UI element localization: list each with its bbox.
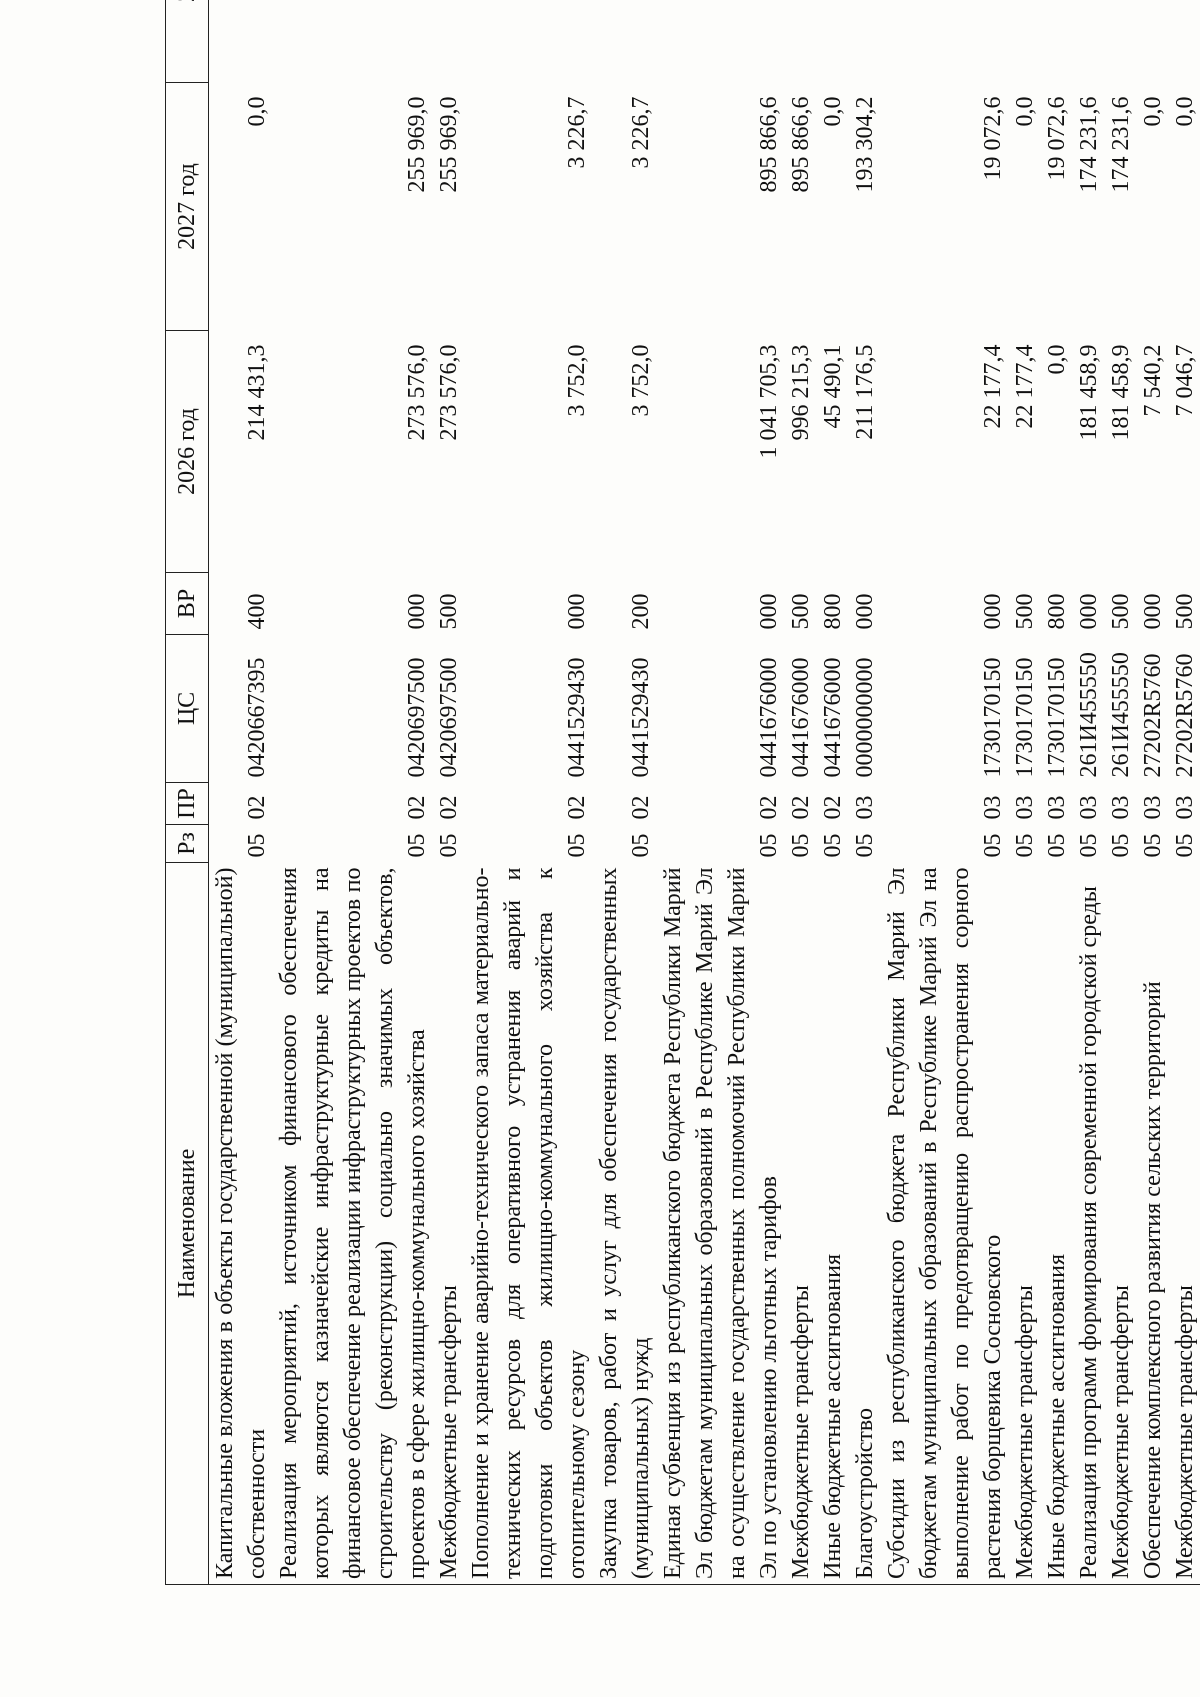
- row-cs: 0000000000: [852, 657, 878, 778]
- row-2027: 3 226,7: [628, 96, 654, 169]
- row-2028: [657, 0, 785, 83]
- row-vr: 000: [564, 593, 590, 630]
- row-cs: 0420697500: [404, 657, 430, 778]
- row-pr: 02: [756, 795, 782, 820]
- row-2027: 193 304,2: [852, 96, 878, 193]
- row-name: Реализация программ формирования современной городской среды: [1073, 863, 1105, 1585]
- row-2027: 174 231,6: [1076, 96, 1102, 193]
- row-name: Межбюджетные трансферты: [433, 863, 465, 1585]
- header-2028: [166, 0, 209, 83]
- header-name: Наименование: [166, 863, 209, 1585]
- row-2028: [849, 0, 881, 83]
- row-pr: 03: [1044, 795, 1070, 820]
- row-2026: 3 752,0: [628, 344, 654, 417]
- row-2026: 181 458,9: [1108, 344, 1134, 441]
- row-2028: [1009, 0, 1041, 83]
- row-rz: 05: [404, 833, 430, 858]
- row-cs: 0420667395: [244, 657, 270, 778]
- table-row: [1041, 0, 1073, 1585]
- row-name: Обеспечение комплексного развития сельских территорий: [1137, 863, 1169, 1585]
- row-cs: 1730170150: [1012, 657, 1038, 778]
- row-2027: 3 226,7: [564, 96, 590, 169]
- row-2026: 211 176,5: [852, 344, 878, 440]
- row-pr: 02: [436, 795, 462, 820]
- row-name: Единая субвенция из республиканского бюджета Республики Марий Эл бюджетам муниципальных образований в Республике Марий Эл на осуществление государственных полномочий Республики Марий Эл по установлению льготных тарифов: [657, 863, 785, 1585]
- row-rz: 05: [1108, 833, 1134, 858]
- row-name: Пополнение и хранение аварийно-технического запаса материально-технических ресурсов для оперативного устранения аварий и подготовки объектов жилищно-коммунального хозяйства к отопительному сезону: [465, 863, 593, 1585]
- row-2027: 0,0: [820, 96, 846, 127]
- row-name: Иные бюджетные ассигнования: [817, 863, 849, 1585]
- row-name: Субсидии из республиканского бюджета Республики Марий Эл бюджетам муниципальных образований в Республике Марий Эл на выполнение работ по предотвращению распространения сорного растения борщевика Сосновского: [881, 863, 1009, 1585]
- row-pr: 02: [564, 795, 590, 820]
- row-vr: 500: [1108, 593, 1134, 630]
- row-vr: 200: [628, 593, 654, 630]
- row-pr: 02: [244, 795, 270, 820]
- header-vr: ВР: [166, 573, 209, 635]
- row-rz: 05: [1076, 833, 1102, 858]
- row-pr: 03: [1169, 783, 1200, 825]
- row-2028: [1073, 0, 1105, 83]
- row-2026: 214 431,3: [244, 344, 270, 441]
- row-2027: 255 969,0: [404, 96, 430, 193]
- row-name: Капитальные вложения в объекты государственной (муниципальной) собственности: [209, 863, 274, 1585]
- row-2026: 273 576,0: [404, 344, 430, 441]
- row-2027: 174 231,6: [1108, 96, 1134, 193]
- row-vr: 000: [404, 593, 430, 630]
- row-cs: 261И455550: [1108, 652, 1134, 778]
- row-2028: [209, 0, 274, 83]
- row-pr: 03: [1108, 795, 1134, 820]
- row-vr: 500: [1012, 593, 1038, 630]
- row-rz: 05: [628, 833, 654, 858]
- table-row: [1105, 0, 1137, 1585]
- row-2028: [785, 0, 817, 83]
- row-pr: 03: [852, 795, 878, 820]
- row-2026: 7 046,7: [1169, 331, 1200, 573]
- header-2027: 2027 год: [166, 83, 209, 331]
- row-pr: 02: [820, 795, 846, 820]
- table-row: [849, 0, 881, 1585]
- row-cs: 261И455550: [1076, 652, 1102, 778]
- row-rz: 05: [244, 833, 270, 858]
- row-2027: 19 072,6: [980, 96, 1006, 181]
- table-row: [785, 0, 817, 1585]
- row-cs: 0420697500: [436, 657, 462, 778]
- row-pr: 03: [1140, 795, 1166, 820]
- row-rz: 05: [436, 833, 462, 858]
- row-vr: 500: [1169, 573, 1200, 635]
- table-header-row: [166, 0, 209, 1585]
- row-2027: 255 969,0: [436, 96, 462, 193]
- row-name: Реализация мероприятий, источником финансового обеспечения которых являются казначейские инфраструктурные кредиты на финансовое обеспечение реализации инфраструктурных проектов по строительству (реконструкции) социально значимых объектов, проектов в сфере жилищно-коммунального хозяйства: [273, 863, 433, 1585]
- row-vr: 500: [788, 593, 814, 630]
- row-2026: 0,0: [1044, 344, 1070, 375]
- row-vr: 000: [756, 593, 782, 630]
- table-row: [209, 0, 274, 1585]
- row-2026: 181 458,9: [1076, 344, 1102, 441]
- row-pr: 03: [1076, 795, 1102, 820]
- table-row: [1009, 0, 1041, 1585]
- row-name: Благоустройство: [849, 863, 881, 1585]
- row-2026: 996 215,3: [788, 344, 814, 441]
- row-2028: [1137, 0, 1169, 83]
- row-2028: [465, 0, 593, 83]
- row-2026: 7 540,2: [1140, 344, 1166, 417]
- row-cs: 1730170150: [1044, 657, 1070, 778]
- row-2027: 19 072,6: [1044, 96, 1070, 181]
- row-rz: 05: [1140, 833, 1166, 858]
- row-name: Межбюджетные трансферты: [1169, 863, 1200, 1585]
- table-row: [881, 0, 1009, 1585]
- row-2026: 273 576,0: [436, 344, 462, 441]
- row-vr: 000: [1140, 593, 1166, 630]
- table-row: [657, 0, 785, 1585]
- row-vr: 800: [1044, 593, 1070, 630]
- row-cs: 0441676000: [820, 657, 846, 778]
- row-2028: [817, 0, 849, 83]
- row-rz: 05: [820, 833, 846, 858]
- row-cs: 0441529430: [564, 657, 590, 778]
- row-pr: 03: [980, 795, 1006, 820]
- row-2028: [593, 0, 657, 83]
- row-2028: [273, 0, 433, 83]
- row-rz: 05: [1169, 825, 1200, 863]
- row-cs: 1730170150: [980, 657, 1006, 778]
- row-cs: 0441676000: [756, 657, 782, 778]
- row-cs: 27202R5760: [1169, 635, 1200, 783]
- row-rz: 05: [564, 833, 590, 858]
- row-cs: 0441529430: [628, 657, 654, 778]
- row-vr: 000: [980, 593, 1006, 630]
- row-2027: 895 866,6: [788, 96, 814, 193]
- header-pr: ПР: [166, 783, 209, 825]
- row-cs: 27202R5760: [1140, 653, 1166, 778]
- header-2026: 2026 год: [166, 331, 209, 573]
- table-row: [817, 0, 849, 1585]
- row-rz: 05: [1012, 833, 1038, 858]
- row-name: Закупка товаров, работ и услуг для обеспечения государственных (муниципальных) нужд: [593, 863, 657, 1585]
- row-2027: 0,0: [1012, 96, 1038, 127]
- row-2026: 22 177,4: [1012, 344, 1038, 429]
- table-row: [433, 0, 465, 1585]
- row-vr: 000: [852, 593, 878, 630]
- table-row: [1073, 0, 1105, 1585]
- row-vr: 800: [820, 593, 846, 630]
- row-pr: 02: [628, 795, 654, 820]
- row-2028: [1169, 0, 1200, 83]
- table-row: [593, 0, 657, 1585]
- row-pr: 02: [404, 795, 430, 820]
- row-2027: 0,0: [1169, 83, 1200, 331]
- row-name: Иные бюджетные ассигнования: [1041, 863, 1073, 1585]
- row-pr: 02: [788, 795, 814, 820]
- row-vr: 000: [1076, 593, 1102, 630]
- row-2027: 895 866,6: [756, 96, 782, 193]
- row-rz: 05: [756, 833, 782, 858]
- row-2027: 0,0: [1140, 96, 1166, 127]
- row-2026: 1 041 705,3: [756, 344, 782, 459]
- row-2026: 3 752,0: [564, 344, 590, 417]
- row-2028: [433, 0, 465, 83]
- row-rz: 05: [980, 833, 1006, 858]
- row-name: Межбюджетные трансферты: [1105, 863, 1137, 1585]
- row-cs: 0441676000: [788, 657, 814, 778]
- row-rz: 05: [1044, 833, 1070, 858]
- table-row: [273, 0, 433, 1585]
- row-rz: 05: [788, 833, 814, 858]
- row-vr: 400: [244, 593, 270, 630]
- row-pr: 03: [1012, 795, 1038, 820]
- table-row: [465, 0, 593, 1585]
- table-row: [1169, 0, 1200, 1585]
- row-2028: [881, 0, 1009, 83]
- document-page: [165, 0, 1200, 1585]
- row-2026: 22 177,4: [980, 344, 1006, 429]
- row-2027: 0,0: [244, 96, 270, 127]
- budget-table: [165, 0, 1200, 1585]
- table-body: [209, 0, 1200, 1585]
- row-name: Межбюджетные трансферты: [785, 863, 817, 1585]
- header-rz: Рз: [166, 825, 209, 863]
- row-name: Межбюджетные трансферты: [1009, 863, 1041, 1585]
- row-2028: [1105, 0, 1137, 83]
- row-rz: 05: [852, 833, 878, 858]
- row-2028: [1041, 0, 1073, 83]
- row-2026: 45 490,1: [820, 344, 846, 429]
- header-cs: ЦС: [166, 635, 209, 783]
- row-vr: 500: [436, 593, 462, 630]
- table-row: [1137, 0, 1169, 1585]
